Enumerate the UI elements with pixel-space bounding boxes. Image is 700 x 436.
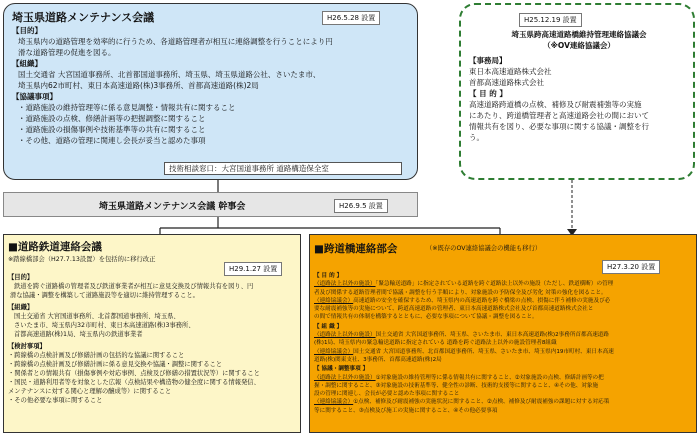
overbridge-line [314,313,694,321]
overbridge-line-text: 握・調整に関すること、③対象施設の技術基準等、健全性の診断、技術的支援等に関すること、④その他、対象施 [314,382,599,389]
overbridge-section-heading: 【 組 織 】 [314,323,343,330]
overbridge-line [314,356,694,364]
council-item: ・道路施設の点検、修繕計画等の把握調整に関すること [18,114,206,123]
rail-purpose-heading: 【目的】 [8,274,34,281]
overbridge-section-heading: 【 協議・調整事項 】 [314,366,369,373]
overbridge-line-text: 国土交通省 大宮国道事務所、北首都国道事務所、埼玉県、さいたま市、埼玉県内19市町村、東日本高速 [353,348,614,355]
rail-item: ・跨線橋の点検計画及び修繕計画に係る意見交換や協議・調整に関すること [8,361,223,368]
ov-office-line: 首都高速道路株式会社 [469,78,544,87]
overbridge-section-heading: 【 目 的 】 [314,273,343,279]
council-title: 埼玉県道路メンテナンス会議 [12,11,155,24]
overbridge-line-text: ①対象施設の維持管理等に係る情報共有に関すること、②対象施設の点検、修繕計画等の把 [375,374,604,381]
overbridge-line-text: 者及び関係する道路管理者間で協議・調整を行う手順により、対象施設の予防保全及び劣化 対策の強化を図ること。 [314,289,607,296]
rail-item: メンテナンスに対する関心と理解の醸成等）に関すること [8,388,172,395]
rail-item: ・関係者との情報共有（損傷事例や対応事例、点検及び修繕の措置状況等）に関すること [8,370,260,377]
rail-org-line: 国土交通省 大宮国道事務所、北首都国道事務所、埼玉県、 [14,313,180,320]
overbridge-line-tag: （道路法上以外の施設） [314,281,376,288]
overbridge-line [314,398,694,406]
overbridge-line-tag: （道路法上以外の施設） [314,374,376,381]
council-org-line: 国土交通省 大宮国道事務所、北首都国道事務所、埼玉県、埼玉県道路公社、さいたま市、 [18,70,321,79]
overbridge-line-text: 「緊急輸送道路」に指定されている道路を跨ぐ道路法上以外の施設（ただし、鉄道横断）の管理 [375,281,614,288]
ov-purpose-line: にあたり、跨道橋管理者と高速道路会社の間において [469,111,649,120]
overbridge-line-text: 高速道路の安全を確保するため、埼玉県内の高速道路を跨ぐ橋梁の点検、損傷に伴う補修の実施及び必 [353,297,611,304]
overbridge-line-text: 要な耐震補強等の実施について、跨道高速道路の管理者、東日本高速道路株式会社及び首都高速道路株式会社と [314,306,594,313]
overbridge-title: ■跨道橋連絡部会 [314,243,398,255]
overbridge-line [314,407,694,415]
overbridge-line-tag: （連絡協議会） [314,348,354,355]
council-date-badge: H26.5.28 設置 [322,11,380,25]
rail-title: ■道路鉄道連絡会議 [8,241,102,253]
overbridge-line [314,305,694,313]
overbridge-line-text: 設の管理に関連し、会長が必要と認めた事項に関すること [314,391,460,398]
overbridge-line [314,331,694,339]
overbridge-line [314,390,694,398]
ov-title: 埼玉県跨高速道路橋維持管理連絡協議会 [511,30,647,39]
rail-item: ・跨線橋の点検計画及び修繕計画の包括的な協議に関すること [8,352,185,359]
overbridge-line-tag: （道路法上以外の施設） [314,332,376,339]
council-contact: 技術相談窓口：大宮国道事務所 道路構造保全室 [164,162,402,175]
ov-office-heading: 【事務局】 [469,56,507,65]
overbridge-line [314,339,694,347]
ov-purpose-line: 高速道路跨道橋の点検、補修及び耐震補強等の実施 [469,100,642,109]
council-purpose-line: 埼玉県内の道路管理を効率的に行うため、各道路管理者が相互に連絡調整を行うことにより円 [18,37,333,46]
overbridge-line-tag: （連絡協議会） [314,399,354,406]
rail-item: ・その他必要な事項に関すること [8,397,103,404]
overbridge-body [314,271,694,415]
overbridge-line-text: 等に関すること、③点検及び施工の実施に関すること、④その他必要事項 [314,407,498,414]
rail-org-heading: 【組織】 [8,304,34,311]
overbridge-line [314,382,694,390]
overbridge-line-text: 国土交通省 大宮国道事務所、埼玉県、さいたま市、東日本高速道路(株)2事務所首都高速道路 [375,332,609,339]
overbridge-line [314,374,694,382]
council-item: ・道路施設の維持管理等に係る意見調整・情報共有に関すること [18,103,236,112]
overbridge-line [314,280,694,288]
overbridge-line-text: ①点検、補修及び耐震補強の実施状況に関すること、②点検、補修及び耐震補強の課題に対する対応策 [353,399,610,406]
rail-org-line: さいたま市、埼玉県内32市町村、東日本高速道路(株)3事務所、 [14,322,195,329]
executive-title: 埼玉県道路メンテナンス会議 幹事会 [99,202,246,212]
council-items-heading: 【協議事項】 [12,92,57,101]
council-item: ・その他、道路の管理に関連し会長が妥当と認めた事項 [18,136,206,145]
ov-office-line: 東日本高速道路株式会社 [469,67,552,76]
council-org-heading: 【組織】 [12,59,42,68]
ov-council-box [459,3,695,180]
ov-purpose-line: う。 [469,133,484,142]
ov-subtitle: （※OV連絡協議会） [543,41,615,50]
executive-date-badge: H26.9.5 設置 [334,199,388,213]
rail-liaison-box [3,234,301,433]
rail-org-line: 首都高速道路(株)1局、埼玉県内の鉄道事業者 [14,331,143,338]
rail-purpose-line: 鉄道を跨ぐ道路橋の管理者及び鉄道事業者が相互に意見交換及び情報共有を図り、円 [14,283,254,290]
overbridge-line-text: (株)1局、埼玉県内の緊急輸送道路に指定されている 道路を跨ぐ道路法上以外の施設管理者8組織 [314,340,557,347]
overbridge-note: （※既存のOV連絡協議会の機能も移行） [426,245,542,252]
overbridge-line [314,297,694,305]
ov-purpose-line: 情報共有を図り、必要な事項に関する協議・調整を行 [469,122,649,131]
council-purpose-line: 滑な道路管理の促進を図る。 [18,48,116,57]
overbridge-line [314,289,694,297]
council-purpose-heading: 【目的】 [12,26,42,35]
overbridge-line [314,348,694,356]
rail-purpose-line: 滑な協議・調整を構築して道路施設等を適切に維持管理すること。 [10,292,199,299]
rail-item: ・国民・道路利用者等を対象とした広報（点検結果や構造物の健全度に関する情報発信、 [8,379,260,386]
ov-date-badge: H25.12.19 設置 [519,13,582,27]
council-item: ・道路施設の損傷事例や技術基準等の共有に関すること [18,125,206,134]
overbridge-date-badge: H27.3.20 設置 [602,260,660,274]
council-org-line: 埼玉県内62市町村、東日本高速道路(株)3事務所、首都高速道路(株)2局 [18,81,259,90]
rail-date-badge: H29.1.27 設置 [224,262,282,276]
rail-note: ※踏線橋部会（H27.7.13設置）を包括的に移行改正 [8,256,156,263]
overbridge-liaison-box [309,234,697,433]
maintenance-council-box [3,3,418,180]
overbridge-line-tag: （連絡協議会） [314,297,354,304]
rail-items-heading: 【検討事項】 [8,343,46,350]
ov-purpose-heading: 【 目 的 】 [469,89,507,98]
overbridge-line-text: の間で情報共有の体制を構築するとともに、必要な事項について協議・調整を図ること。 [314,314,538,321]
overbridge-line-text: 道路(株)関東支社、3事務所、首都高速道路(株)2局 [314,356,442,363]
executive-committee-box [3,192,418,217]
